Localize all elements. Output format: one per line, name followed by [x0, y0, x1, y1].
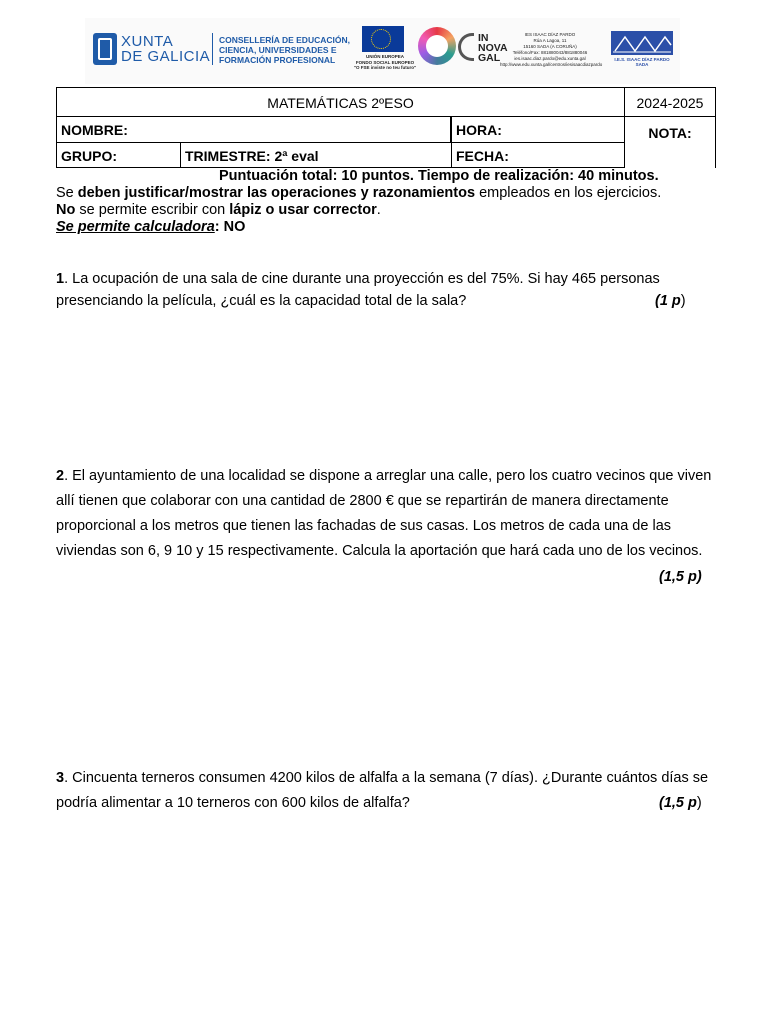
score-time-line: Puntuación total: 10 puntos. Tiempo de realización: 40 minutos.	[219, 168, 659, 184]
question-3: 3. Cincuenta terneros consumen 4200 kilos de alfalfa a la semana (7 días). ¿Durante cuántos días se podría alimentar a 10 terneros con 600 kilos de alfalfa?	[56, 770, 709, 811]
innova-logo-text: IN NOVA GAL	[478, 32, 508, 64]
grupo-field: GRUPO:	[56, 142, 181, 168]
question-1-points: (1 p)	[655, 293, 686, 309]
ies-address-text: IES ISAAC DÍAZ PARDO Rúa A Lagoa, 11 15160 SADA (A CORUÑA) Teléfono/Fax: 881880043/881880046 ies.isaac.diaz.pardo@edu.xunta.gal http://www.edu.xunta.gal/centros/iesisaacdiazpardo	[500, 32, 603, 67]
xunta-emblem-icon	[93, 33, 117, 65]
xunta-logo-text: XUNTA DE GALICIA	[121, 33, 211, 65]
question-1: 1. La ocupación de una sala de cine durante una proyección es del 75%. Si hay 465 personas presenciando la película, ¿cuál es la capacidad total de la sala?	[56, 271, 660, 309]
ies-building-logo-icon	[611, 31, 673, 55]
question-3-points: (1,5 p)	[659, 795, 702, 811]
nombre-field: NOMBRE:	[56, 116, 451, 143]
eu-fund-text: UNIÓN EUROPEA FONDO SOCIAL EUROPEO "O FSE inviste no teu futuro"	[353, 54, 417, 70]
trimestre-field: TRIMESTRE: 2ª eval	[180, 142, 452, 168]
school-year-cell: 2024-2025	[624, 87, 716, 117]
conselleria-text: CONSELLERÍA DE EDUCACIÓN, CIENCIA, UNIVERSIDADES E FORMACIÓN PROFESIONAL	[219, 35, 350, 65]
question-2-points: (1,5 p)	[659, 569, 702, 585]
hora-field: HORA:	[451, 116, 625, 143]
nota-field: NOTA:	[624, 116, 716, 168]
colorful-ring-logo-icon	[418, 27, 456, 65]
ies-logo-caption: I.E.S. ISAAC DÍAZ PARDO SADA	[614, 57, 670, 67]
fecha-field: FECHA:	[451, 142, 625, 168]
eu-flag-icon	[362, 26, 404, 52]
logo-divider	[212, 33, 213, 65]
exam-title-cell: MATEMÁTICAS 2ºESO	[56, 87, 625, 117]
instruction-calculator: Se permite calculadora: NO	[56, 219, 246, 235]
instruction-justify: Se deben justificar/mostrar las operaciones y razonamientos empleados en los ejercicios.	[56, 185, 662, 201]
instruction-no-pencil: No se permite escribir con lápiz o usar corrector.	[56, 202, 381, 218]
question-2: 2. El ayuntamiento de una localidad se dispone a arreglar una calle, pero los cuatro vecinos que viven allí tienen que colaborar con una cantidad de 2800 € que se repartirán de manera directamente proporcional a los metros que tienen las fachadas de sus casas. Los metros de cada una de las viviendas son 6, 9 10 y 15 respectivamente. Calcula la aportación que hará cada uno de los vecinos.	[56, 468, 712, 559]
